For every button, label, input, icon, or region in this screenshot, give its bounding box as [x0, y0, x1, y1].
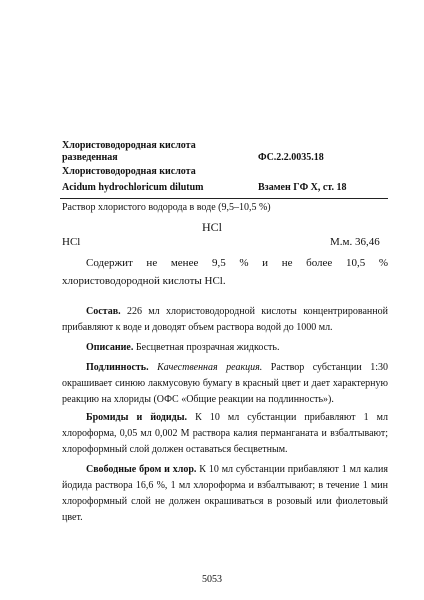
description-text: Бесцветная прозрачная жидкость.	[133, 342, 280, 353]
composition-text: 226 мл хлористоводородной кислоты концентрированной прибавляют к воде и доводят объем раствора водой до 1000 мл.	[62, 306, 388, 333]
formula-left: HCl	[62, 236, 81, 248]
identity-sublabel: Качественная реакция.	[148, 362, 263, 373]
free-halogens-label: Свободные бром и хлор.	[86, 464, 197, 475]
title-ru-line2: разведенная	[62, 152, 118, 163]
identity-text: Раствор субстанции 1:30 окрашивает синюю лакмусовую бумагу в красный цвет и дает характерную реакцию на хлориды (ОФС «Общие реакции на подлинность»).	[62, 362, 388, 405]
bromides-label: Бромиды и йодиды.	[86, 412, 187, 423]
replaces-note: Взамен ГФ X, ст. 18	[258, 182, 347, 193]
subtitle: Раствор хлористого водорода в воде (9,5–10,5 %)	[62, 202, 271, 213]
free-halogens-text: К 10 мл субстанции прибавляют 1 мл калия йодида раствора 16,6 %, 1 мл хлороформа и взбалтывают; в течение 1 мин хлороформный слой не должен окрашиваться в розовый или фиолетовый цвет.	[62, 464, 388, 523]
bromides-text: К 10 мл субстанции прибавляют 1 мл хлороформа, 0,05 мл 0,002 М раствора калия перманганата и взбалтывают; хлороформный слой должен оставаться бесцветным.	[62, 412, 388, 455]
page-number: 5053	[202, 574, 222, 585]
title-ru-line1: Хлористоводородная кислота	[62, 140, 196, 151]
composition-paragraph	[62, 304, 388, 336]
formula-center: HCl	[201, 220, 222, 234]
header-divider	[60, 198, 388, 199]
description-paragraph	[62, 340, 388, 356]
composition-label: Состав.	[86, 306, 121, 317]
molar-mass: М.м. 36,46	[330, 236, 380, 248]
identity-paragraph	[62, 360, 388, 408]
content-paragraph: Содержит не менее 9,5 % и не более 10,5 % хлористоводородной кислоты HCl.	[62, 257, 388, 287]
title-ru-short: Хлористоводородная кислота	[62, 166, 196, 177]
title-latin: Acidum hydrochloricum dilutum	[62, 182, 204, 193]
free-halogens-paragraph	[62, 462, 388, 526]
bromides-paragraph	[62, 410, 388, 458]
fs-code: ФС.2.2.0035.18	[258, 152, 324, 163]
identity-label: Подлинность.	[86, 362, 149, 373]
description-label: Описание.	[86, 342, 134, 353]
